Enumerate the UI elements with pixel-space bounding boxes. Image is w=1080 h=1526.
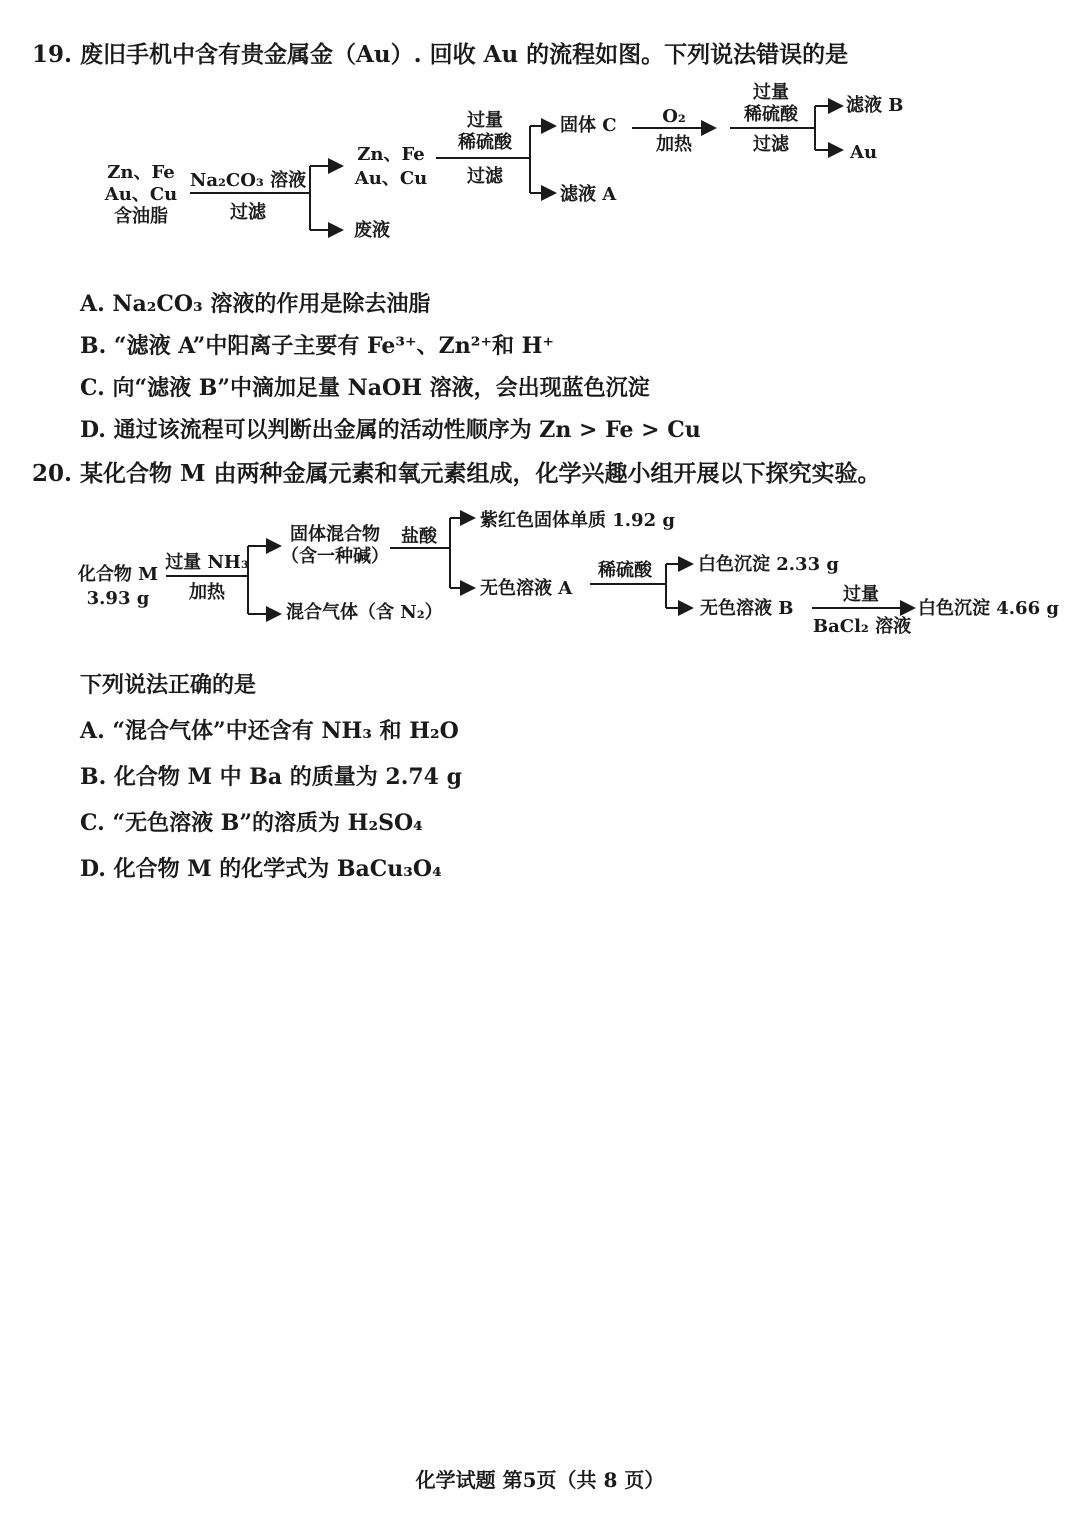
q19-solid-c: 固体 C xyxy=(560,115,617,136)
q19-mid-1: Zn、Fe xyxy=(357,144,425,165)
page-footer: 化学试题 第5页（共 8 页） xyxy=(415,1468,665,1492)
q19-mid-2: Au、Cu xyxy=(354,168,428,189)
q20-gas-mix: 混合气体（含 N₂） xyxy=(286,602,443,623)
q19-filtrate-a: 滤液 A xyxy=(560,184,617,205)
q20-white-ppt-2: 白色沉淀 4.66 g xyxy=(918,598,1059,619)
q20-option-a: A. “混合气体”中还含有 NH₃ 和 H₂O xyxy=(80,718,459,744)
q20-purple-solid: 紫红色固体单质 1.92 g xyxy=(480,510,675,531)
q19-au: Au xyxy=(850,142,878,163)
q19-title: 19. 废旧手机中含有贵金属金（Au）. 回收 Au 的流程如图。下列说法错误的是 xyxy=(32,41,849,68)
q20-option-c: C. “无色溶液 B”的溶质为 H₂SO₄ xyxy=(80,810,423,836)
q20-start-2: 3.93 g xyxy=(86,588,150,609)
q19-step1-reagent: Na₂CO₃ 溶液 xyxy=(189,170,307,191)
q19-step1-operation: 过滤 xyxy=(230,202,266,223)
q20-step2-reagent: 盐酸 xyxy=(401,526,437,547)
q19-option-d: D. 通过该流程可以判断出金属的活动性顺序为 Zn > Fe > Cu xyxy=(80,417,701,443)
q20-title: 20. 某化合物 M 由两种金属元素和氧元素组成，化学兴趣小组开展以下探究实验。 xyxy=(32,460,881,487)
q19-step3-condition: 加热 xyxy=(656,134,692,155)
q20-option-b: B. 化合物 M 中 Ba 的质量为 2.74 g xyxy=(80,764,463,790)
q19-filtrate-b: 滤液 B xyxy=(846,95,904,116)
q20-step4-reagent-1: 过量 xyxy=(843,584,879,605)
q19-step2-reagent-2: 稀硫酸 xyxy=(458,132,512,153)
q20-white-ppt-1: 白色沉淀 2.33 g xyxy=(698,554,839,575)
q19-option-c: C. 向“滤液 B”中滴加足量 NaOH 溶液，会出现蓝色沉淀 xyxy=(80,375,650,401)
q20-flow-diagram xyxy=(0,500,1080,650)
q20-solid-mix-2: （含一种碱） xyxy=(281,546,389,567)
q19-flow-diagram xyxy=(0,80,1080,260)
q20-solution-a: 无色溶液 A xyxy=(480,578,573,599)
q19-step2-reagent-1: 过量 xyxy=(467,110,503,131)
q19-step4-operation: 过滤 xyxy=(753,134,789,155)
q20-step1-reagent: 过量 NH₃ xyxy=(165,552,249,573)
q19-step4-reagent-2: 稀硫酸 xyxy=(744,104,798,125)
q19-start-2: Au、Cu xyxy=(104,184,178,205)
q20-step4-reagent-2: BaCl₂ 溶液 xyxy=(812,616,912,637)
q19-option-a: A. Na₂CO₃ 溶液的作用是除去油脂 xyxy=(80,291,431,317)
q19-option-b: B. “滤液 A”中阳离子主要有 Fe³⁺、Zn²⁺和 H⁺ xyxy=(80,333,555,359)
q20-step3-reagent: 稀硫酸 xyxy=(598,560,652,581)
q19-start-3: 含油脂 xyxy=(114,206,168,227)
q19-start-1: Zn、Fe xyxy=(107,162,175,183)
q20-start-1: 化合物 M xyxy=(77,564,159,585)
q19-waste: 废液 xyxy=(354,220,390,241)
q20-option-d: D. 化合物 M 的化学式为 BaCu₃O₄ xyxy=(80,856,442,882)
q20-prompt: 下列说法正确的是 xyxy=(80,672,257,698)
q20-solid-mix-1: 固体混合物 xyxy=(290,524,380,545)
q20-solution-b: 无色溶液 B xyxy=(700,598,794,619)
q19-step4-reagent-1: 过量 xyxy=(753,82,789,103)
q19-step2-operation: 过滤 xyxy=(467,166,503,187)
q19-step3-reagent: O₂ xyxy=(662,106,686,127)
q20-step1-condition: 加热 xyxy=(189,582,225,603)
